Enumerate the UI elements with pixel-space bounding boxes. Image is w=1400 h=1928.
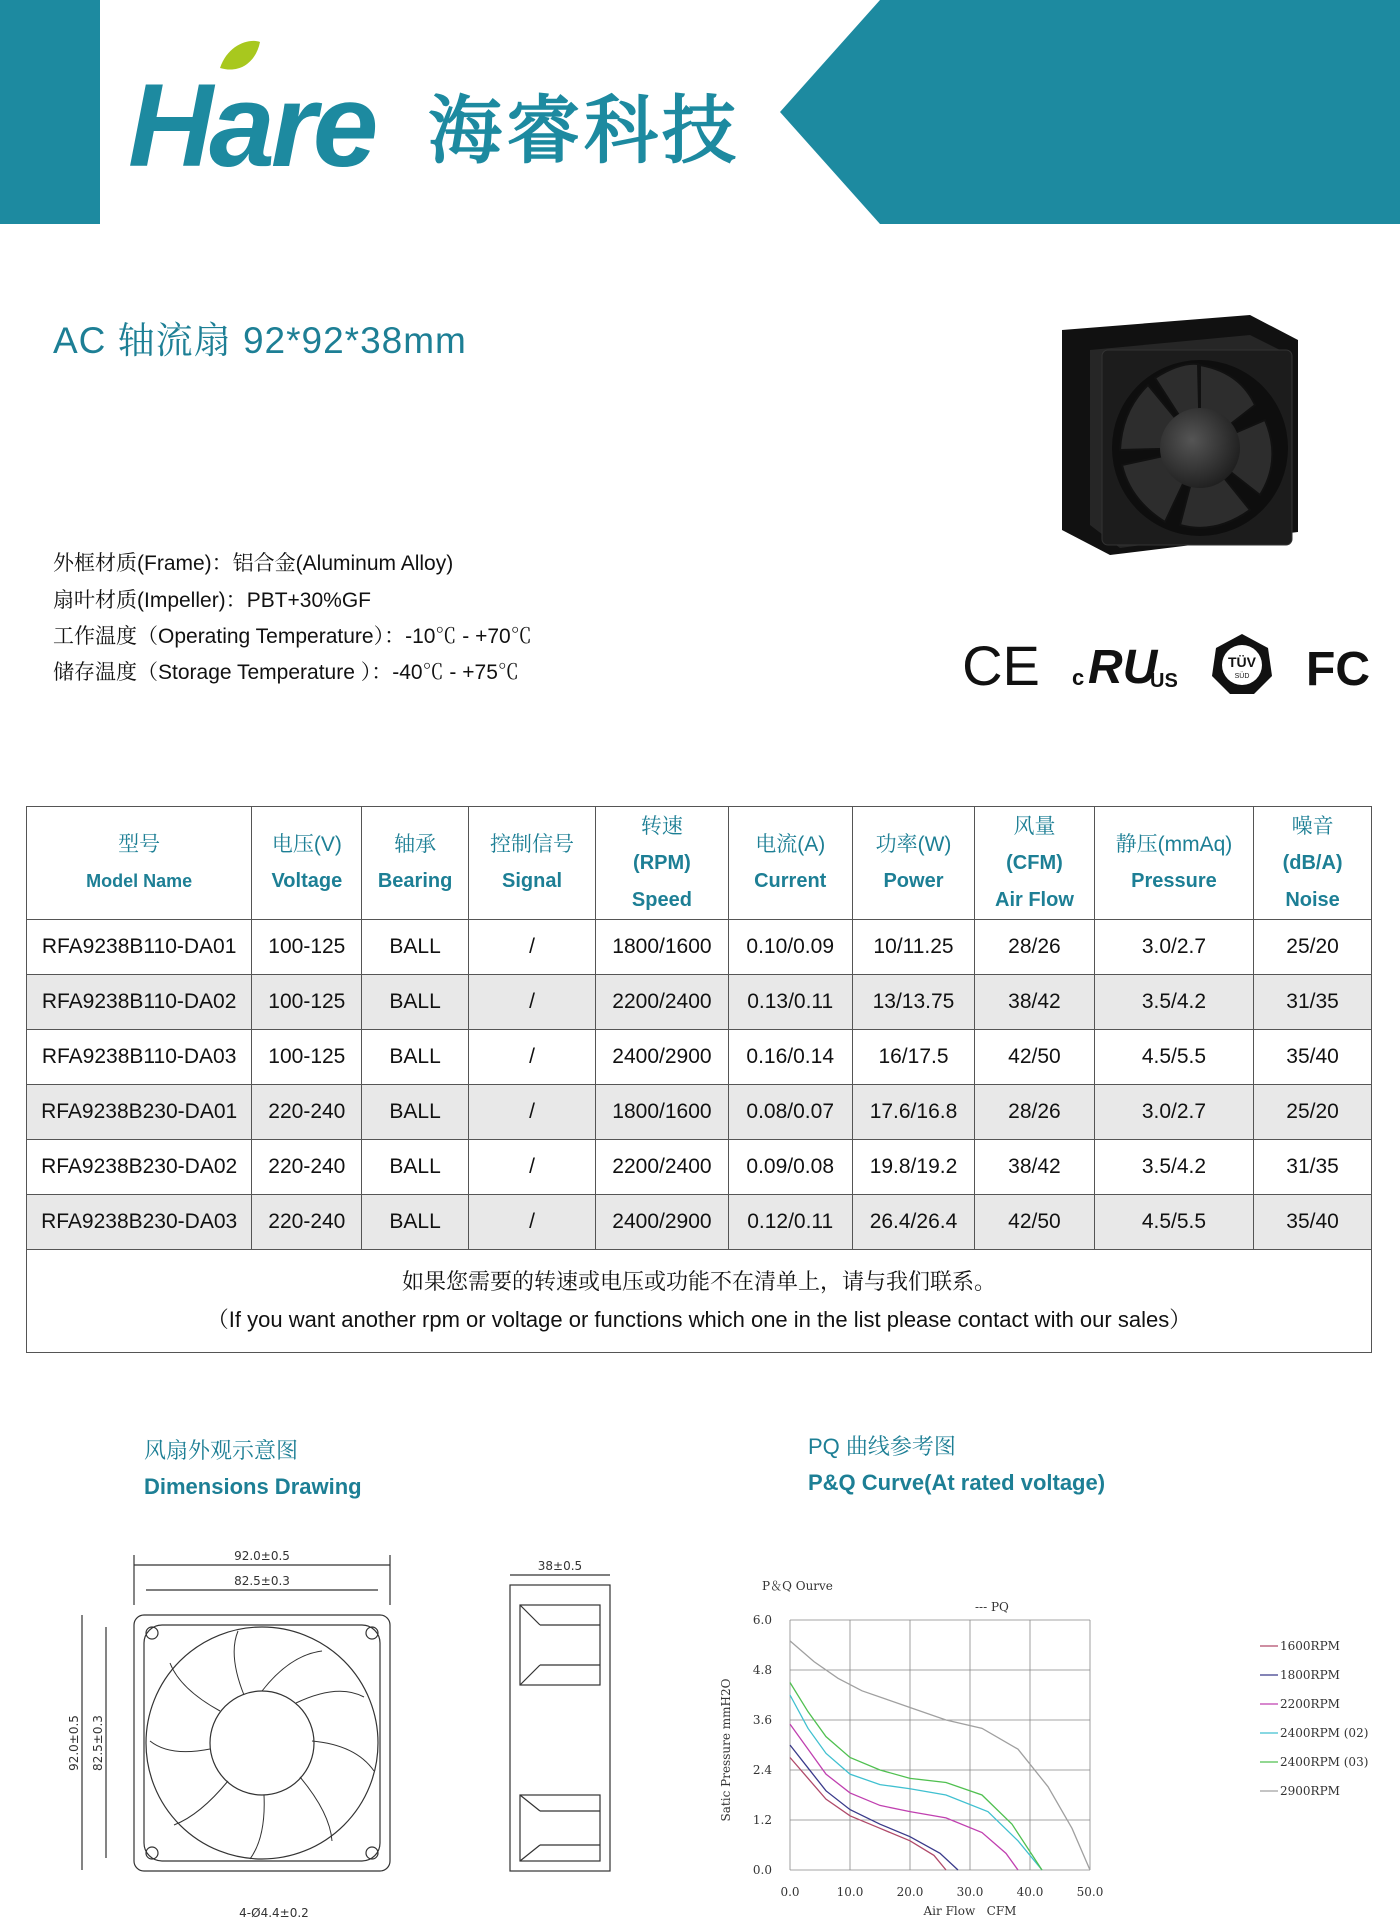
x-tick-label: 20.0: [896, 1885, 924, 1899]
table-cell: 0.13/0.11: [728, 975, 852, 1030]
table-cell: 4.5/5.5: [1094, 1030, 1253, 1085]
table-cell: 42/50: [975, 1195, 1095, 1250]
table-cell: 31/35: [1254, 1140, 1372, 1195]
column-header: 电压(V) Voltage: [252, 807, 362, 920]
table-cell: 220-240: [252, 1195, 362, 1250]
table-cell: 0.10/0.09: [728, 920, 852, 975]
table-cell: /: [468, 1085, 596, 1140]
table-cell: /: [468, 1030, 596, 1085]
x-axis-label: Air Flow CFM: [923, 1904, 1017, 1918]
legend-entry: 2200RPM: [1280, 1697, 1340, 1711]
table-cell: RFA9238B110-DA03: [27, 1030, 252, 1085]
column-header: 电流(A) Current: [728, 807, 852, 920]
svg-text:TÜV: TÜV: [1228, 654, 1256, 670]
table-cell: BALL: [362, 920, 468, 975]
spec-operating-temperature: [53, 620, 532, 650]
y-tick-label: 1.2: [752, 1813, 772, 1827]
pq-title-en: P&Q Curve(At rated voltage): [808, 1470, 1106, 1495]
table-cell: 3.5/4.2: [1094, 975, 1253, 1030]
dim-label: 82.5±0.3: [91, 1715, 105, 1771]
table-cell: BALL: [362, 1140, 468, 1195]
pq-title-cn: PQ 曲线参考图: [808, 1434, 956, 1459]
table-cell: 26.4/26.4: [852, 1195, 974, 1250]
table-cell: 100-125: [252, 1030, 362, 1085]
table-row: [27, 920, 1372, 975]
chart-title: P＆Q Ourve: [762, 1579, 833, 1593]
spec-impeller: [53, 584, 371, 614]
table-cell: 19.8/19.2: [852, 1140, 974, 1195]
note-en: （If you want another rpm or voltage or functions which one in the list please contact with our sales）: [206, 1307, 1192, 1332]
svg-text:海睿科技: 海睿科技: [428, 88, 740, 174]
table-cell: 2400/2900: [596, 1195, 728, 1250]
legend-entry: 1600RPM: [1280, 1639, 1340, 1653]
x-tick-label: 30.0: [956, 1885, 984, 1899]
y-tick-label: 0.0: [752, 1863, 772, 1877]
table-cell: /: [468, 975, 596, 1030]
y-axis-label: Satic Pressure mmH2O: [719, 1678, 733, 1822]
table-row: [27, 1030, 1372, 1085]
table-cell: 220-240: [252, 1140, 362, 1195]
product-title: AC 轴流扇 92*92*38mm: [53, 320, 467, 361]
y-tick-label: 2.4: [752, 1763, 772, 1777]
culus-mark-icon: [1070, 635, 1176, 695]
fcc-mark-icon: [1306, 635, 1370, 695]
table-note-row: [27, 1250, 1372, 1353]
legend-entry: 2400RPM (03): [1280, 1755, 1369, 1769]
pq-chart: [700, 1560, 1390, 1920]
table-cell: 10/11.25: [852, 920, 974, 975]
column-header: 控制信号 Signal: [468, 807, 596, 920]
spec-value: 铝合金(Aluminum Alloy): [232, 552, 454, 575]
table-cell: 4.5/5.5: [1094, 1195, 1253, 1250]
table-cell: 0.09/0.08: [728, 1140, 852, 1195]
spec-label: 工作温度（Operating Temperature）：: [53, 625, 406, 648]
svg-text:c: c: [1072, 665, 1085, 690]
note-cn: 如果您需要的转速或电压或功能不在清单上，请与我们联系。: [401, 1269, 996, 1294]
table-cell: 31/35: [1254, 975, 1372, 1030]
y-tick-label: 3.6: [752, 1713, 772, 1727]
table-cell: 16/17.5: [852, 1030, 974, 1085]
table-cell: 25/20: [1254, 1085, 1372, 1140]
dim-label: 38±0.5: [537, 1559, 583, 1573]
table-cell: 2200/2400: [596, 975, 728, 1030]
table-cell: 1800/1600: [596, 1085, 728, 1140]
spec-label: 扇叶材质(Impeller)：: [53, 589, 247, 612]
spec-value: -10℃ - +70℃: [405, 625, 532, 648]
spec-storage-temperature: [53, 656, 519, 686]
spec-label: 外框材质(Frame)：: [53, 552, 233, 575]
table-cell: 28/26: [975, 920, 1095, 975]
tuv-sud-mark-icon: [1210, 632, 1274, 698]
table-cell: BALL: [362, 1085, 468, 1140]
dim-label: 4-Ø4.4±0.2: [239, 1906, 309, 1920]
table-cell: 220-240: [252, 1085, 362, 1140]
x-tick-label: 10.0: [836, 1885, 864, 1899]
table-header-row: [27, 807, 1372, 920]
column-header: 风量 (CFM) Air Flow: [975, 807, 1095, 920]
table-cell: BALL: [362, 975, 468, 1030]
svg-text:US: US: [1150, 670, 1178, 692]
table-cell: RFA9238B110-DA02: [27, 975, 252, 1030]
table-cell: /: [468, 1195, 596, 1250]
legend-entry: 2900RPM: [1280, 1784, 1340, 1798]
table-cell: BALL: [362, 1195, 468, 1250]
table-row: [27, 975, 1372, 1030]
table-cell: 42/50: [975, 1030, 1095, 1085]
header-accent-bar: [0, 0, 100, 224]
table-cell: RFA9238B230-DA03: [27, 1195, 252, 1250]
svg-text:Hare: Hare: [128, 60, 375, 192]
header-teal-chevron: [780, 0, 1400, 224]
column-header: 轴承 Bearing: [362, 807, 468, 920]
table-cell: RFA9238B230-DA01: [27, 1085, 252, 1140]
hare-logo: [128, 36, 768, 196]
x-tick-label: 0.0: [780, 1885, 800, 1899]
dimensions-title-en: Dimensions Drawing: [144, 1474, 362, 1499]
table-cell: 38/42: [975, 1140, 1095, 1195]
column-header: 转速 (RPM) Speed: [596, 807, 728, 920]
dimensions-drawing: [60, 1545, 620, 1925]
column-header: 功率(W) Power: [852, 807, 974, 920]
dimensions-title-cn: 风扇外观示意图: [144, 1438, 299, 1463]
table-cell: RFA9238B230-DA02: [27, 1140, 252, 1195]
x-tick-label: 50.0: [1076, 1885, 1104, 1899]
series-line-1800rpm: [790, 1745, 958, 1870]
legend-entry: 1800RPM: [1280, 1668, 1340, 1682]
legend-entry: 2400RPM (02): [1280, 1726, 1369, 1740]
svg-text:FC: FC: [1306, 643, 1370, 696]
table-cell: 3.0/2.7: [1094, 1085, 1253, 1140]
fan-product-photo: [1050, 310, 1310, 560]
spec-label: 储存温度（Storage Temperature ）：: [53, 661, 393, 684]
table-cell: 38/42: [975, 975, 1095, 1030]
table-cell: 3.5/4.2: [1094, 1140, 1253, 1195]
svg-text:CE: CE: [962, 634, 1040, 697]
y-tick-label: 6.0: [752, 1613, 772, 1627]
table-cell: 100-125: [252, 975, 362, 1030]
table-cell: 0.12/0.11: [728, 1195, 852, 1250]
spec-frame: [53, 547, 453, 577]
dim-label: 92.0±0.5: [67, 1715, 81, 1771]
x-tick-label: 40.0: [1016, 1885, 1044, 1899]
table-row: [27, 1195, 1372, 1250]
table-cell: 35/40: [1254, 1030, 1372, 1085]
table-cell: 28/26: [975, 1085, 1095, 1140]
y-tick-label: 4.8: [752, 1663, 772, 1677]
table-cell: 0.08/0.07: [728, 1085, 852, 1140]
table-cell: 0.16/0.14: [728, 1030, 852, 1085]
column-header: 型号 Model Name: [27, 807, 252, 920]
table-cell: 2200/2400: [596, 1140, 728, 1195]
ce-mark-icon: [962, 634, 1040, 697]
svg-text:SÜD: SÜD: [1234, 673, 1250, 680]
spec-value: -40℃ - +75℃: [392, 661, 519, 684]
spec-table: [26, 806, 1372, 1353]
table-row: [27, 1085, 1372, 1140]
table-cell: 3.0/2.7: [1094, 920, 1253, 975]
table-cell: 17.6/16.8: [852, 1085, 974, 1140]
legend-title: --- PQ: [975, 1600, 1009, 1614]
column-header: 静压(mmAq) Pressure: [1094, 807, 1253, 920]
dim-label: 82.5±0.3: [234, 1574, 290, 1588]
dim-label: 92.0±0.5: [234, 1549, 290, 1563]
table-cell: BALL: [362, 1030, 468, 1085]
table-row: [27, 1140, 1372, 1195]
series-line-2900rpm: [790, 1641, 1090, 1870]
table-cell: 13/13.75: [852, 975, 974, 1030]
table-cell: 25/20: [1254, 920, 1372, 975]
table-cell: 2400/2900: [596, 1030, 728, 1085]
table-cell: 1800/1600: [596, 920, 728, 975]
table-cell: /: [468, 1140, 596, 1195]
table-cell: 100-125: [252, 920, 362, 975]
table-note: [27, 1250, 1372, 1353]
svg-text:RU: RU: [1088, 641, 1158, 694]
column-header: 噪音 (dB/A) Noise: [1254, 807, 1372, 920]
spec-value: PBT+30%GF: [246, 589, 371, 612]
table-cell: /: [468, 920, 596, 975]
table-cell: RFA9238B110-DA01: [27, 920, 252, 975]
table-cell: 35/40: [1254, 1195, 1372, 1250]
